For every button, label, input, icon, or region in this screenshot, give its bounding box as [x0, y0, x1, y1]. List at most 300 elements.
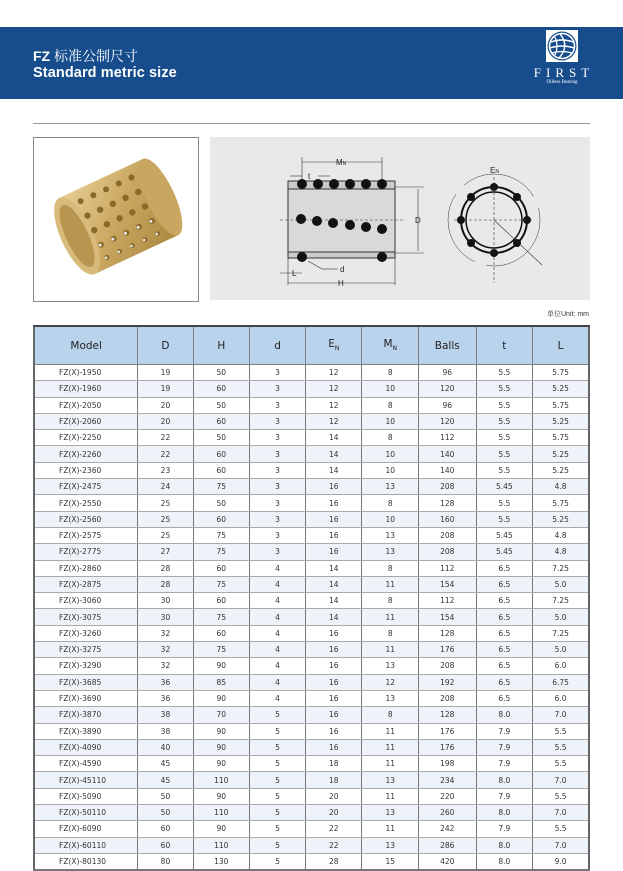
value-cell: 60 [138, 837, 193, 853]
value-cell: 12 [306, 365, 362, 381]
value-cell: 208 [419, 544, 476, 560]
title-en: Standard metric size [33, 65, 177, 81]
value-cell: 4 [250, 690, 306, 706]
value-cell: 16 [306, 642, 362, 658]
value-cell: 13 [362, 805, 419, 821]
value-cell: 6.5 [476, 674, 533, 690]
value-cell: 75 [193, 544, 249, 560]
table-row [34, 837, 589, 853]
table-row [34, 413, 589, 429]
table-row [34, 658, 589, 674]
value-cell: 4 [250, 642, 306, 658]
column-header-label: E [328, 338, 335, 351]
value-cell: 6.5 [476, 593, 533, 609]
value-cell: 420 [419, 853, 476, 870]
value-cell: 32 [138, 625, 193, 641]
bushing-image [34, 138, 198, 301]
value-cell: 112 [419, 593, 476, 609]
value-cell: 286 [419, 837, 476, 853]
label-en: EN [490, 166, 499, 175]
brand-logo [527, 29, 597, 95]
value-cell: 112 [419, 430, 476, 446]
table-row [34, 495, 589, 511]
column-header [34, 326, 138, 365]
column-header-label: t [502, 339, 507, 352]
value-cell: 20 [306, 788, 362, 804]
value-cell: 4 [250, 576, 306, 592]
value-cell: 7.25 [533, 560, 589, 576]
column-header-label: L [557, 339, 564, 352]
value-cell: 10 [362, 511, 419, 527]
column-header [193, 326, 249, 365]
value-cell: 22 [138, 446, 193, 462]
value-cell: 6.5 [476, 690, 533, 706]
value-cell: 120 [419, 413, 476, 429]
table-header [34, 326, 589, 365]
value-cell: 128 [419, 495, 476, 511]
dimension-table [33, 325, 590, 871]
value-cell: 22 [306, 821, 362, 837]
value-cell: 5.5 [476, 365, 533, 381]
model-cell: FZ(X)-50110 [34, 805, 138, 821]
value-cell: 22 [138, 430, 193, 446]
value-cell: 5 [250, 772, 306, 788]
value-cell: 5.5 [476, 430, 533, 446]
value-cell: 110 [193, 837, 249, 853]
value-cell: 12 [306, 397, 362, 413]
value-cell: 3 [250, 544, 306, 560]
value-cell: 5.5 [476, 381, 533, 397]
value-cell: 30 [138, 593, 193, 609]
table-row [34, 772, 589, 788]
model-cell: FZ(X)-4090 [34, 739, 138, 755]
column-header-label: Balls [434, 339, 460, 352]
column-header [419, 326, 476, 365]
value-cell: 5.5 [533, 821, 589, 837]
column-header-label: d [274, 339, 281, 352]
value-cell: 96 [419, 397, 476, 413]
column-header-label: Model [70, 339, 102, 352]
divider [33, 123, 590, 124]
value-cell: 13 [362, 527, 419, 543]
value-cell: 11 [362, 821, 419, 837]
value-cell: 14 [306, 609, 362, 625]
title-cn [33, 46, 138, 66]
value-cell: 3 [250, 527, 306, 543]
value-cell: 5.45 [476, 527, 533, 543]
value-cell: 260 [419, 805, 476, 821]
value-cell: 5.0 [533, 642, 589, 658]
value-cell: 38 [138, 723, 193, 739]
value-cell: 90 [193, 658, 249, 674]
label-D: D [415, 216, 421, 225]
logo-subtitle: Oilless Bearing [546, 80, 578, 85]
value-cell: 5.0 [533, 609, 589, 625]
table-row [34, 560, 589, 576]
value-cell: 30 [138, 609, 193, 625]
label-mn: MN [336, 158, 347, 167]
value-cell: 20 [138, 397, 193, 413]
value-cell: 16 [306, 658, 362, 674]
model-cell: FZ(X)-3060 [34, 593, 138, 609]
value-cell: 8 [362, 365, 419, 381]
value-cell: 50 [138, 788, 193, 804]
value-cell: 3 [250, 381, 306, 397]
column-header [362, 326, 419, 365]
value-cell: 19 [138, 365, 193, 381]
value-cell: 14 [306, 430, 362, 446]
value-cell: 12 [306, 413, 362, 429]
label-d: d [340, 265, 345, 274]
value-cell: 5.25 [533, 462, 589, 478]
value-cell: 3 [250, 397, 306, 413]
value-cell: 176 [419, 723, 476, 739]
value-cell: 5.5 [476, 413, 533, 429]
column-header-label: H [217, 339, 226, 352]
value-cell: 208 [419, 658, 476, 674]
value-cell: 11 [362, 609, 419, 625]
value-cell: 28 [306, 853, 362, 870]
value-cell: 32 [138, 658, 193, 674]
value-cell: 16 [306, 511, 362, 527]
value-cell: 27 [138, 544, 193, 560]
value-cell: 75 [193, 576, 249, 592]
value-cell: 13 [362, 658, 419, 674]
value-cell: 6.0 [533, 690, 589, 706]
value-cell: 11 [362, 576, 419, 592]
value-cell: 11 [362, 756, 419, 772]
value-cell: 220 [419, 788, 476, 804]
value-cell: 5.25 [533, 413, 589, 429]
value-cell: 85 [193, 674, 249, 690]
value-cell: 70 [193, 707, 249, 723]
value-cell: 28 [138, 576, 193, 592]
value-cell: 90 [193, 739, 249, 755]
value-cell: 20 [306, 805, 362, 821]
value-cell: 8.0 [476, 707, 533, 723]
value-cell: 23 [138, 462, 193, 478]
value-cell: 5.45 [476, 544, 533, 560]
column-header-subscript: N [392, 345, 398, 353]
table-row [34, 479, 589, 495]
model-cell: FZ(X)-80130 [34, 853, 138, 870]
value-cell: 13 [362, 479, 419, 495]
table-row [34, 430, 589, 446]
value-cell: 16 [306, 527, 362, 543]
value-cell: 14 [306, 560, 362, 576]
value-cell: 5 [250, 723, 306, 739]
value-cell: 40 [138, 739, 193, 755]
value-cell: 75 [193, 642, 249, 658]
value-cell: 11 [362, 739, 419, 755]
value-cell: 16 [306, 495, 362, 511]
table-row [34, 527, 589, 543]
table-row [34, 381, 589, 397]
value-cell: 176 [419, 739, 476, 755]
value-cell: 5.45 [476, 479, 533, 495]
value-cell: 7.25 [533, 593, 589, 609]
value-cell: 90 [193, 756, 249, 772]
value-cell: 75 [193, 527, 249, 543]
value-cell: 5 [250, 739, 306, 755]
value-cell: 5 [250, 821, 306, 837]
value-cell: 208 [419, 690, 476, 706]
value-cell: 60 [193, 560, 249, 576]
table-row [34, 739, 589, 755]
value-cell: 5.5 [476, 511, 533, 527]
value-cell: 7.9 [476, 739, 533, 755]
value-cell: 8 [362, 560, 419, 576]
value-cell: 75 [193, 479, 249, 495]
value-cell: 8 [362, 593, 419, 609]
value-cell: 50 [193, 365, 249, 381]
value-cell: 5.5 [533, 739, 589, 755]
value-cell: 110 [193, 772, 249, 788]
value-cell: 128 [419, 707, 476, 723]
value-cell: 7.9 [476, 756, 533, 772]
value-cell: 8.0 [476, 853, 533, 870]
globe-icon [545, 29, 579, 63]
value-cell: 8 [362, 495, 419, 511]
value-cell: 3 [250, 462, 306, 478]
value-cell: 75 [193, 609, 249, 625]
value-cell: 60 [193, 511, 249, 527]
value-cell: 25 [138, 495, 193, 511]
series-code: FZ [33, 48, 51, 64]
value-cell: 60 [193, 593, 249, 609]
value-cell: 5 [250, 805, 306, 821]
value-cell: 6.5 [476, 625, 533, 641]
value-cell: 192 [419, 674, 476, 690]
title-cn-text: 标准公制尺寸 [54, 48, 138, 64]
model-cell: FZ(X)-4590 [34, 756, 138, 772]
value-cell: 16 [306, 739, 362, 755]
model-cell: FZ(X)-3075 [34, 609, 138, 625]
value-cell: 176 [419, 642, 476, 658]
value-cell: 16 [306, 723, 362, 739]
table-row [34, 756, 589, 772]
value-cell: 4 [250, 609, 306, 625]
value-cell: 6.5 [476, 560, 533, 576]
value-cell: 6.5 [476, 642, 533, 658]
table-row [34, 642, 589, 658]
value-cell: 6.75 [533, 674, 589, 690]
value-cell: 7.9 [476, 821, 533, 837]
model-cell: FZ(X)-60110 [34, 837, 138, 853]
value-cell: 4 [250, 593, 306, 609]
model-cell: FZ(X)-6090 [34, 821, 138, 837]
value-cell: 154 [419, 609, 476, 625]
value-cell: 8 [362, 397, 419, 413]
value-cell: 16 [306, 479, 362, 495]
logo-brand: FIRST [533, 65, 595, 80]
value-cell: 90 [193, 723, 249, 739]
value-cell: 5.75 [533, 397, 589, 413]
model-cell: FZ(X)-3870 [34, 707, 138, 723]
value-cell: 45 [138, 756, 193, 772]
value-cell: 3 [250, 446, 306, 462]
value-cell: 50 [138, 805, 193, 821]
column-header-subscript: N [334, 345, 340, 353]
value-cell: 14 [306, 446, 362, 462]
model-cell: FZ(X)-2775 [34, 544, 138, 560]
table-row [34, 576, 589, 592]
value-cell: 10 [362, 462, 419, 478]
value-cell: 90 [193, 690, 249, 706]
value-cell: 5.0 [533, 576, 589, 592]
value-cell: 5.5 [533, 723, 589, 739]
value-cell: 10 [362, 381, 419, 397]
table-row [34, 821, 589, 837]
value-cell: 16 [306, 544, 362, 560]
value-cell: 38 [138, 707, 193, 723]
value-cell: 208 [419, 479, 476, 495]
value-cell: 110 [193, 805, 249, 821]
value-cell: 11 [362, 723, 419, 739]
value-cell: 198 [419, 756, 476, 772]
value-cell: 13 [362, 837, 419, 853]
value-cell: 7.9 [476, 723, 533, 739]
value-cell: 5.75 [533, 365, 589, 381]
value-cell: 5.25 [533, 511, 589, 527]
value-cell: 8 [362, 430, 419, 446]
value-cell: 16 [306, 674, 362, 690]
value-cell: 90 [193, 788, 249, 804]
value-cell: 4.8 [533, 527, 589, 543]
value-cell: 5 [250, 837, 306, 853]
table-row [34, 788, 589, 804]
model-cell: FZ(X)-2475 [34, 479, 138, 495]
value-cell: 8.0 [476, 772, 533, 788]
value-cell: 112 [419, 560, 476, 576]
value-cell: 160 [419, 511, 476, 527]
column-header-label: D [161, 339, 170, 352]
value-cell: 80 [138, 853, 193, 870]
column-header [306, 326, 362, 365]
value-cell: 4 [250, 560, 306, 576]
value-cell: 25 [138, 511, 193, 527]
table-row [34, 690, 589, 706]
column-header [250, 326, 306, 365]
model-cell: FZ(X)-5090 [34, 788, 138, 804]
value-cell: 5.5 [533, 788, 589, 804]
value-cell: 7.0 [533, 805, 589, 821]
value-cell: 12 [362, 674, 419, 690]
value-cell: 11 [362, 788, 419, 804]
unit-label: 单位Unit: mm [547, 311, 589, 318]
value-cell: 60 [193, 625, 249, 641]
value-cell: 60 [193, 446, 249, 462]
value-cell: 10 [362, 446, 419, 462]
value-cell: 60 [193, 413, 249, 429]
value-cell: 234 [419, 772, 476, 788]
value-cell: 13 [362, 772, 419, 788]
value-cell: 5 [250, 853, 306, 870]
value-cell: 208 [419, 527, 476, 543]
value-cell: 242 [419, 821, 476, 837]
table-row [34, 446, 589, 462]
table-row [34, 544, 589, 560]
value-cell: 22 [306, 837, 362, 853]
table-row [34, 707, 589, 723]
value-cell: 3 [250, 365, 306, 381]
header-banner [0, 27, 623, 99]
value-cell: 7.0 [533, 837, 589, 853]
value-cell: 5.5 [476, 495, 533, 511]
value-cell: 45 [138, 772, 193, 788]
value-cell: 128 [419, 625, 476, 641]
model-cell: FZ(X)-2860 [34, 560, 138, 576]
model-cell: FZ(X)-3260 [34, 625, 138, 641]
value-cell: 154 [419, 576, 476, 592]
value-cell: 8.0 [476, 837, 533, 853]
value-cell: 16 [306, 707, 362, 723]
value-cell: 8 [362, 707, 419, 723]
value-cell: 4.8 [533, 479, 589, 495]
model-cell: FZ(X)-2550 [34, 495, 138, 511]
value-cell: 9.0 [533, 853, 589, 870]
value-cell: 5 [250, 756, 306, 772]
model-cell: FZ(X)-3890 [34, 723, 138, 739]
table-body [34, 365, 589, 871]
value-cell: 12 [306, 381, 362, 397]
value-cell: 7.25 [533, 625, 589, 641]
model-cell: FZ(X)-2060 [34, 413, 138, 429]
value-cell: 18 [306, 772, 362, 788]
label-L: L [292, 269, 297, 278]
value-cell: 120 [419, 381, 476, 397]
model-cell: FZ(X)-3275 [34, 642, 138, 658]
value-cell: 24 [138, 479, 193, 495]
label-H: H [338, 279, 344, 288]
column-header [138, 326, 193, 365]
value-cell: 16 [306, 690, 362, 706]
model-cell: FZ(X)-3290 [34, 658, 138, 674]
value-cell: 14 [306, 462, 362, 478]
value-cell: 19 [138, 381, 193, 397]
model-cell: FZ(X)-2360 [34, 462, 138, 478]
value-cell: 5.75 [533, 495, 589, 511]
model-cell: FZ(X)-2250 [34, 430, 138, 446]
table-row [34, 609, 589, 625]
value-cell: 7.0 [533, 772, 589, 788]
value-cell: 130 [193, 853, 249, 870]
value-cell: 50 [193, 430, 249, 446]
model-cell: FZ(X)-1950 [34, 365, 138, 381]
table-row [34, 593, 589, 609]
value-cell: 13 [362, 544, 419, 560]
value-cell: 140 [419, 446, 476, 462]
value-cell: 16 [306, 625, 362, 641]
model-cell: FZ(X)-2875 [34, 576, 138, 592]
value-cell: 32 [138, 642, 193, 658]
model-cell: FZ(X)-2050 [34, 397, 138, 413]
table-row [34, 805, 589, 821]
table-row [34, 674, 589, 690]
value-cell: 36 [138, 690, 193, 706]
value-cell: 14 [306, 593, 362, 609]
column-header [476, 326, 533, 365]
value-cell: 60 [138, 821, 193, 837]
table-row [34, 462, 589, 478]
value-cell: 6.5 [476, 609, 533, 625]
table-row [34, 723, 589, 739]
value-cell: 4 [250, 625, 306, 641]
value-cell: 28 [138, 560, 193, 576]
value-cell: 5 [250, 707, 306, 723]
value-cell: 90 [193, 821, 249, 837]
value-cell: 3 [250, 479, 306, 495]
